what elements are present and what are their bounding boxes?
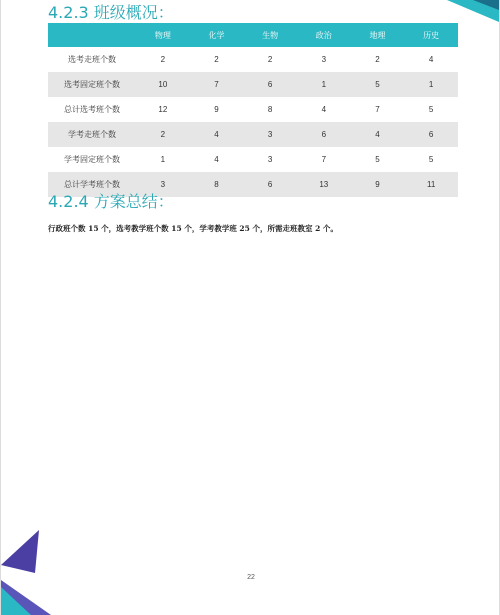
table-cell: 3: [297, 47, 351, 72]
table-cell: 2: [136, 122, 190, 147]
table-header-cell: [48, 23, 136, 47]
section-heading-plan-summary: 4.2.4 方案总结：: [48, 192, 174, 211]
class-overview-table: [48, 23, 458, 197]
table-cell: 6: [243, 172, 297, 197]
row-label: 选考走班个数: [48, 47, 136, 72]
row-label: 学考走班个数: [48, 122, 136, 147]
table-cell: 3: [136, 172, 190, 197]
table-cell: 1: [404, 72, 458, 97]
table-cell: 8: [190, 172, 244, 197]
table-cell: 7: [190, 72, 244, 97]
table-header-cell: 政治: [297, 23, 351, 47]
table-cell: 5: [351, 72, 405, 97]
table-cell: 1: [297, 72, 351, 97]
table-row: [48, 47, 458, 72]
table-header-cell: 物理: [136, 23, 190, 47]
table-header-cell: 地理: [351, 23, 405, 47]
table-cell: 9: [351, 172, 405, 197]
table-cell: 10: [136, 72, 190, 97]
row-label: 总计选考班个数: [48, 97, 136, 122]
section-heading-class-overview: 4.2.3 班级概况：: [48, 3, 174, 22]
table-cell: 9: [190, 97, 244, 122]
table-cell: 3: [243, 147, 297, 172]
table-cell: 4: [351, 122, 405, 147]
table-cell: 3: [243, 122, 297, 147]
table-cell: 13: [297, 172, 351, 197]
row-label: 总计学考班个数: [48, 172, 136, 197]
table-cell: 4: [297, 97, 351, 122]
table-header-row: [48, 23, 458, 47]
table-cell: 5: [404, 97, 458, 122]
corner-decoration-bottom-left: [1, 525, 71, 615]
table-row: [48, 97, 458, 122]
table-row: [48, 147, 458, 172]
table-cell: 11: [404, 172, 458, 197]
table-cell: 8: [243, 97, 297, 122]
table-cell: 4: [190, 122, 244, 147]
table-row: [48, 72, 458, 97]
page-number: 22: [247, 574, 255, 581]
row-label: 学考固定班个数: [48, 147, 136, 172]
table-cell: 2: [243, 47, 297, 72]
summary-paragraph: 行政班个数 15 个，选考教学班个数 15 个，学考教学班 25 个，所需走班教室 2 个。: [48, 223, 338, 233]
table-cell: 5: [351, 147, 405, 172]
table-cell: 4: [404, 47, 458, 72]
table-header-cell: 历史: [404, 23, 458, 47]
table-cell: 7: [297, 147, 351, 172]
table-row: [48, 122, 458, 147]
table-cell: 12: [136, 97, 190, 122]
table-cell: 7: [351, 97, 405, 122]
table-cell: 2: [190, 47, 244, 72]
table-cell: 6: [243, 72, 297, 97]
corner-decoration-top-right-dark: [473, 0, 499, 10]
table-header-cell: 生物: [243, 23, 297, 47]
table-cell: 5: [404, 147, 458, 172]
table-cell: 2: [136, 47, 190, 72]
table-cell: 6: [404, 122, 458, 147]
table-cell: 6: [297, 122, 351, 147]
table-cell: 1: [136, 147, 190, 172]
row-label: 选考固定班个数: [48, 72, 136, 97]
table-header-cell: 化学: [190, 23, 244, 47]
table-cell: 2: [351, 47, 405, 72]
table-cell: 4: [190, 147, 244, 172]
